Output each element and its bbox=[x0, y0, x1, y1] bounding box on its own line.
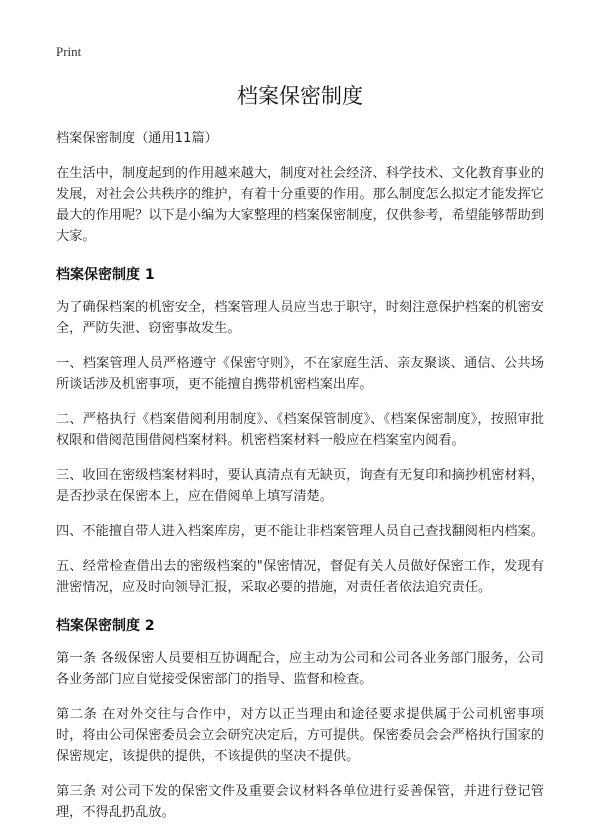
print-link[interactable]: Print bbox=[56, 44, 82, 59]
document-title: 档案保密制度 bbox=[237, 84, 363, 108]
section1-paragraph: 为了确保档案的机密安全，档案管理人员应当忠于职守，时刻注意保护档案的机密安全，严防失泄、窃密事故发生。 bbox=[56, 300, 544, 336]
section1-paragraph: 四、不能擅自带人进入档案库房，更不能让非档案管理人员自己查找翻阅柜内档案。 bbox=[56, 524, 544, 539]
section1-paragraph: 三、收回在密级档案材料时，要认真清点有无缺页，询查有无复印和摘抄机密材料，是否抄录在保密本上，应在借阅单上填写清楚。 bbox=[56, 468, 544, 504]
section-heading-1: 档案保密制度 1 bbox=[56, 267, 155, 283]
section2-paragraph: 第三条 对公司下发的保密文件及重要会议材料各单位进行妥善保管，并进行登记管理，不得乱扔乱放。 bbox=[56, 784, 544, 820]
section1-paragraph: 二、严格执行《档案借阅利用制度》、《档案保管制度》、《档案保密制度》，按照审批权限和借阅范围借阅档案材料。机密档案材料一般应在档案室内阅看。 bbox=[56, 412, 544, 448]
section1-paragraph: 五、经常检查借出去的密级档案的"保密情况，督促有关人员做好保密工作，发现有泄密情况，应及时向领导汇报，采取必要的措施，对责任者依法追究责任。 bbox=[56, 559, 544, 595]
section-heading-2: 档案保密制度 2 bbox=[56, 618, 155, 634]
section1-paragraph: 一、档案管理人员严格遵守《保密守则》，不在家庭生活、亲友聚谈、通信、公共场所谈话涉及机密事项，更不能擅自携带机密档案出库。 bbox=[56, 356, 544, 392]
document-subtitle: 档案保密制度（通用11篇） bbox=[56, 131, 218, 146]
intro-paragraph: 在生活中，制度起到的作用越来越大，制度对社会经济、科学技术、文化教育事业的发展，对社会公共秩序的维护，有着十分重要的作用。那么制度怎么拟定才能发挥它最大的作用呢？以下是小编为大家整理的档案保密制度，仅供参考，希望能够帮助到大家。 bbox=[56, 166, 544, 244]
section2-paragraph: 第二条 在对外交往与合作中，对方以正当理由和途径要求提供属于公司机密事项时，将由公司保密委员会立会研究决定后，方可提供。保密委员会会严格执行国家的保密规定，该提供的提供，不该提供的坚决不提供。 bbox=[56, 707, 544, 764]
section2-paragraph: 第一条 各级保密人员要相互协调配合，应主动为公司和公司各业务部门服务，公司各业务部门应自觉接受保密部门的指导、监督和检查。 bbox=[56, 651, 544, 687]
